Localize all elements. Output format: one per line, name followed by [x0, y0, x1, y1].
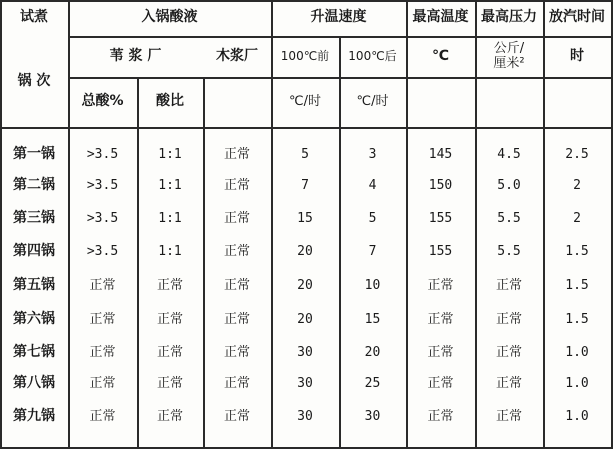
before-100-cell: 7 [301, 177, 309, 193]
after-100-header: 100℃后 [348, 48, 397, 63]
venting-time-cell: 2.5 [565, 146, 589, 162]
ramp-unit-a-header: ℃/时 [289, 93, 321, 109]
max-pressure-cell: 正常 [495, 311, 522, 327]
total-acid-cell: >3.5 [86, 177, 119, 193]
venting-time-cell: 1.5 [565, 243, 589, 259]
before-100-cell: 15 [297, 210, 313, 226]
total-acid-cell: 正常 [89, 408, 116, 424]
acid-ratio-cell: 正常 [156, 311, 183, 327]
row-label: 第七锅 [13, 344, 55, 361]
mill-b-header: 木浆厂 [216, 47, 258, 64]
ramp-group-header: 升温速度 [310, 9, 367, 26]
max-pressure-cell: 5.5 [497, 243, 521, 259]
pressure-unit-header [475, 36, 543, 77]
mill-a-header: 苇 浆 厂 [109, 47, 162, 64]
wood-mill-cell: 正常 [223, 375, 250, 391]
wood-mill-cell: 正常 [223, 146, 250, 162]
max-pressure-cell: 4.5 [497, 146, 521, 162]
acid-ratio-cell: 正常 [156, 408, 183, 424]
wood-mill-cell: 正常 [223, 344, 250, 360]
max-pressure-cell: 正常 [495, 408, 522, 424]
venting-time-cell: 2 [573, 210, 581, 226]
acid-ratio-cell: 1:1 [158, 210, 182, 226]
after-100-cell: 10 [364, 277, 381, 293]
row-label: 第三锅 [13, 210, 55, 227]
rule-header-bottom [0, 127, 613, 129]
acid-group-header: 入锅酸液 [141, 9, 198, 26]
max-temp-cell: 155 [428, 210, 453, 226]
after-100-cell: 30 [364, 408, 381, 424]
row-label: 第一锅 [13, 146, 55, 163]
max-temp-cell: 正常 [427, 375, 454, 391]
after-100-cell: 3 [368, 146, 377, 162]
max-temp-cell: 正常 [427, 311, 454, 327]
acid-ratio-cell: 正常 [156, 344, 183, 360]
venting-time-cell: 1.0 [565, 375, 589, 391]
acid-ratio-cell: 1:1 [158, 243, 182, 259]
venting-time-cell: 2 [573, 177, 581, 193]
after-100-cell: 4 [368, 177, 377, 193]
time-unit-header: 时 [570, 47, 584, 64]
wood-mill-cell: 正常 [223, 408, 250, 424]
venting-time-cell: 1.0 [565, 408, 589, 424]
venting-time-cell: 1.0 [565, 344, 589, 360]
max-temp-header: 最高温度 [412, 9, 469, 26]
wood-mill-cell: 正常 [223, 243, 250, 259]
acid-ratio-cell: 1:1 [158, 146, 182, 162]
ramp-unit-b-header: ℃/时 [356, 93, 389, 109]
max-pressure-cell: 5.5 [497, 210, 521, 226]
max-temp-cell: 正常 [427, 277, 454, 293]
before-100-cell: 20 [297, 243, 313, 259]
max-pressure-header: 最高压力 [481, 9, 537, 26]
total-acid-cell: >3.5 [86, 210, 119, 226]
total-acid-cell: 正常 [89, 375, 116, 391]
corner-top-label: 试煮 [20, 9, 48, 26]
row-label: 第九锅 [13, 408, 55, 425]
total-acid-cell: 正常 [89, 311, 116, 327]
max-temp-cell: 正常 [427, 408, 454, 424]
venting-time-cell: 1.5 [565, 311, 589, 327]
before-100-cell: 30 [297, 408, 313, 424]
after-100-cell: 20 [364, 344, 381, 360]
max-temp-cell: 155 [428, 243, 453, 259]
wood-mill-cell: 正常 [223, 210, 250, 226]
temp-unit-header: ℃ [432, 47, 449, 64]
wood-mill-cell: 正常 [223, 311, 250, 327]
before-100-cell: 20 [297, 277, 313, 293]
venting-time-header: 放汽时间 [549, 9, 605, 26]
total-acid-cell: 正常 [89, 344, 116, 360]
row-label: 第八锅 [13, 375, 55, 392]
wood-mill-cell: 正常 [223, 177, 250, 193]
corner-bottom-label: 锅 次 [17, 72, 51, 89]
before-100-cell: 20 [297, 311, 313, 327]
acid-ratio-cell: 正常 [156, 277, 183, 293]
row-label: 第五锅 [13, 277, 55, 294]
max-temp-cell: 145 [428, 146, 453, 162]
total-acid-cell: >3.5 [86, 243, 119, 259]
max-temp-cell: 正常 [427, 344, 454, 360]
after-100-cell: 7 [368, 243, 377, 259]
before-100-header: 100℃前 [280, 48, 330, 63]
acid-ratio-cell: 正常 [156, 375, 183, 391]
total-acid-cell: >3.5 [86, 146, 119, 162]
row-label: 第六锅 [13, 311, 55, 328]
after-100-cell: 25 [364, 375, 381, 391]
pressure-unit-line1: 公斤/ [493, 41, 525, 57]
row-label: 第二锅 [13, 177, 55, 194]
max-pressure-cell: 正常 [495, 277, 522, 293]
max-pressure-cell: 正常 [495, 375, 522, 391]
total-acid-cell: 正常 [89, 277, 116, 293]
after-100-cell: 15 [364, 311, 381, 327]
row-label: 第四锅 [13, 243, 55, 260]
acid-ratio-cell: 1:1 [158, 177, 182, 193]
before-100-cell: 5 [301, 146, 309, 162]
venting-time-cell: 1.5 [565, 277, 589, 293]
before-100-cell: 30 [297, 375, 313, 391]
pressure-unit-line2: 厘米² [493, 55, 525, 71]
acid-ratio-header: 酸比 [156, 93, 184, 110]
wood-mill-cell: 正常 [223, 277, 250, 293]
total-acid-header: 总酸% [81, 93, 124, 110]
max-pressure-cell: 正常 [495, 344, 522, 360]
after-100-cell: 5 [368, 210, 377, 226]
max-temp-cell: 150 [428, 177, 453, 193]
max-pressure-cell: 5.0 [497, 177, 521, 193]
before-100-cell: 30 [297, 344, 313, 360]
